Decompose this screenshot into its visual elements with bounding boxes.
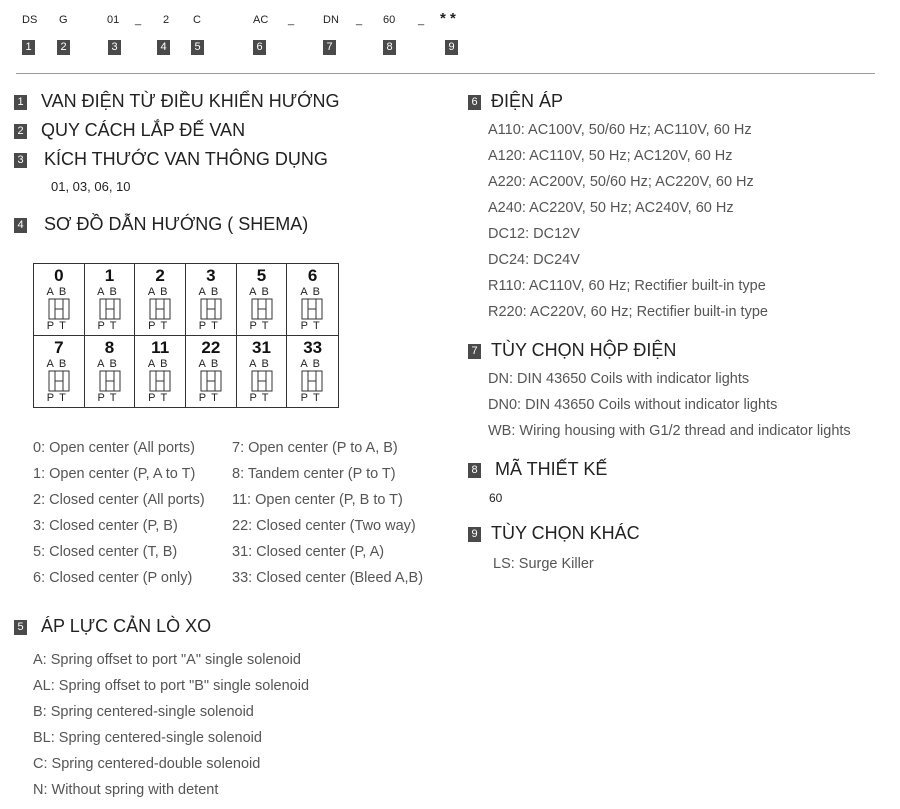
list-item: 2: Closed center (All ports) xyxy=(33,492,205,508)
valve-symbol-icon xyxy=(200,298,222,320)
list-item: AL: Spring offset to port "B" single solenoid xyxy=(33,678,310,694)
code-part: 2 xyxy=(163,14,170,26)
port-labels-top: AB xyxy=(97,286,122,298)
section-title: TÙY CHỌN HỘP ĐIỆN xyxy=(491,340,677,360)
code-separator: _ xyxy=(418,14,425,26)
schema-number: 5 xyxy=(256,266,267,285)
index-badge: 9 xyxy=(445,40,458,55)
index-badge: 3 xyxy=(108,40,121,55)
section-title: KÍCH THƯỚC VAN THÔNG DỤNG xyxy=(44,149,328,169)
section-3-heading xyxy=(14,149,328,170)
schema-number: 2 xyxy=(155,266,165,285)
list-item: DN0: DIN 43650 Coils without indicator lights xyxy=(488,397,778,413)
port-labels-top: AB xyxy=(46,357,72,370)
valve-sizes: 01, 03, 06, 10 xyxy=(51,179,131,194)
valve-symbol-icon xyxy=(99,370,121,392)
schema-cell xyxy=(135,336,186,408)
list-item: R220: AC220V, 60 Hz; Rectifier built-in type xyxy=(488,304,768,320)
port-labels-top: AB xyxy=(147,357,173,370)
list-item: A: Spring offset to port "A" single solenoid xyxy=(33,652,301,668)
list-item: A120: AC110V, 50 Hz; AC120V, 60 Hz xyxy=(488,148,733,164)
section-6-heading xyxy=(468,91,563,112)
section-number: 1 xyxy=(14,95,27,110)
list-item: 22: Closed center (Two way) xyxy=(232,518,416,534)
valve-symbol-icon xyxy=(48,298,70,320)
port-labels-top: AB xyxy=(249,357,274,370)
index-badge: 8 xyxy=(383,40,396,55)
port-labels-top: AB xyxy=(97,357,122,370)
schema-cell xyxy=(34,336,85,408)
list-item: A240: AC220V, 50 Hz; AC240V, 60 Hz xyxy=(488,200,734,216)
section-number: 3 xyxy=(14,153,27,168)
port-labels-bottom: PT xyxy=(148,320,173,332)
section-8-heading xyxy=(468,459,607,480)
port-labels-bottom: PT xyxy=(46,320,71,332)
section-title: TÙY CHỌN KHÁC xyxy=(491,523,640,543)
list-item: DC24: DC24V xyxy=(488,252,580,268)
list-item: 3: Closed center (P, B) xyxy=(33,518,178,534)
section-7-heading xyxy=(468,340,676,361)
schema-number: 3 xyxy=(206,266,216,285)
schema-number: 7 xyxy=(54,337,64,357)
schema-cell xyxy=(287,336,338,408)
schema-list-right xyxy=(232,435,423,591)
code-part: AC xyxy=(253,14,269,26)
section-number: 6 xyxy=(468,95,481,110)
section-title: SƠ ĐỒ DẪN HƯỚNG ( SHEMA) xyxy=(44,214,309,234)
valve-symbol-icon xyxy=(99,298,121,320)
section-2-heading xyxy=(14,120,245,141)
code-part: * * xyxy=(440,10,456,27)
list-item: BL: Spring centered-single solenoid xyxy=(33,730,262,746)
schema-number: 1 xyxy=(104,266,115,285)
port-labels-bottom: PT xyxy=(198,320,223,332)
list-item: DC12: DC12V xyxy=(488,226,580,242)
list-item: R110: AC110V, 60 Hz; Rectifier built-in type xyxy=(488,278,766,294)
schema-cell xyxy=(237,264,288,336)
list-item: 5: Closed center (T, B) xyxy=(33,544,178,560)
port-labels-bottom: PT xyxy=(249,391,274,404)
section-number: 8 xyxy=(468,463,481,478)
valve-symbol-icon xyxy=(301,370,323,392)
port-labels-top: AB xyxy=(300,286,325,298)
section-number: 2 xyxy=(14,124,27,139)
other-options-list xyxy=(493,551,594,577)
design-code: 60 xyxy=(489,491,503,505)
port-labels-bottom: PT xyxy=(249,320,274,332)
list-item: A220: AC200V, 50/60 Hz; AC220V, 60 Hz xyxy=(488,174,754,190)
list-item: 0: Open center (All ports) xyxy=(33,440,195,456)
list-item: A110: AC100V, 50/60 Hz; AC110V, 60 Hz xyxy=(488,122,752,138)
index-badge: 6 xyxy=(253,40,266,55)
section-title: VAN ĐIỆN TỪ ĐIỀU KHIỂN HƯỚNG xyxy=(41,91,340,111)
list-item: 33: Closed center (Bleed A,B) xyxy=(232,570,424,586)
valve-symbol-icon xyxy=(251,370,273,392)
schema-cell xyxy=(34,264,85,336)
section-number: 5 xyxy=(14,620,27,635)
list-item: 31: Closed center (P, A) xyxy=(232,544,385,560)
valve-symbol-icon xyxy=(251,298,273,320)
list-item: WB: Wiring housing with G1/2 thread and indicator lights xyxy=(488,423,851,439)
schema-number: 8 xyxy=(104,337,115,357)
section-5-heading xyxy=(14,616,211,637)
list-item: B: Spring centered-single solenoid xyxy=(33,704,254,720)
schema-list-left xyxy=(33,435,205,591)
spring-list xyxy=(33,647,309,803)
port-labels-top: AB xyxy=(198,286,224,298)
section-title: ĐIỆN ÁP xyxy=(491,91,564,111)
section-number: 7 xyxy=(468,344,481,359)
list-item: N: Without spring with detent xyxy=(33,782,219,798)
list-item: C: Spring centered-double solenoid xyxy=(33,756,261,772)
code-part: DN xyxy=(323,14,339,26)
code-separator: _ xyxy=(356,14,363,26)
schema-cell xyxy=(186,264,237,336)
list-item: 8: Tandem center (P to T) xyxy=(232,466,396,482)
port-labels-bottom: PT xyxy=(300,320,325,332)
schema-number: 22 xyxy=(201,337,221,357)
port-labels-bottom: PT xyxy=(148,391,173,404)
code-part: C xyxy=(193,14,201,26)
schema-cell xyxy=(135,264,186,336)
code-part: 60 xyxy=(383,14,396,26)
schema-number: 33 xyxy=(303,337,323,357)
schema-number: 11 xyxy=(151,337,170,357)
port-labels-top: AB xyxy=(147,286,173,298)
list-item: 1: Open center (P, A to T) xyxy=(33,466,196,482)
coil-list xyxy=(488,366,851,444)
port-labels-top: AB xyxy=(46,286,72,298)
port-labels-bottom: PT xyxy=(300,391,325,404)
schema-number: 0 xyxy=(54,266,64,285)
schema-cell xyxy=(186,336,237,408)
voltage-list xyxy=(488,117,768,325)
index-badge: 7 xyxy=(323,40,336,55)
schema-cell xyxy=(85,336,136,408)
list-item: DN: DIN 43650 Coils with indicator lights xyxy=(488,371,750,387)
valve-symbol-icon xyxy=(301,298,323,320)
valve-symbol-icon xyxy=(200,370,222,392)
section-number: 4 xyxy=(14,218,27,233)
valve-symbol-icon xyxy=(149,370,171,392)
schema-cell xyxy=(287,264,338,336)
index-badge: 1 xyxy=(22,40,35,55)
list-item: 6: Closed center (P only) xyxy=(33,570,193,586)
valve-symbol-icon xyxy=(48,370,70,392)
schema-cell xyxy=(85,264,136,336)
section-title: ÁP LỰC CẢN LÒ XO xyxy=(41,616,212,636)
port-labels-top: AB xyxy=(249,286,274,298)
valve-symbol-icon xyxy=(149,298,171,320)
code-separator: _ xyxy=(135,14,142,26)
code-part: DS xyxy=(22,14,38,26)
schema-grid xyxy=(33,263,339,408)
port-labels-top: AB xyxy=(300,357,325,370)
divider xyxy=(16,73,875,74)
schema-number: 6 xyxy=(307,266,318,285)
code-separator: _ xyxy=(288,14,295,26)
code-part: G xyxy=(59,14,68,26)
code-part: 01 xyxy=(107,14,120,26)
port-labels-top: AB xyxy=(198,357,224,370)
section-9-heading xyxy=(468,523,640,544)
list-item: 7: Open center (P to A, B) xyxy=(232,440,398,456)
index-badge: 5 xyxy=(191,40,204,55)
section-1-heading xyxy=(14,91,340,112)
port-labels-bottom: PT xyxy=(97,391,122,404)
schema-cell xyxy=(237,336,288,408)
index-badge: 2 xyxy=(57,40,70,55)
section-title: MÃ THIẾT KẾ xyxy=(495,459,608,479)
section-title: QUY CÁCH LẮP ĐẾ VAN xyxy=(41,120,246,140)
index-badge: 4 xyxy=(157,40,170,55)
port-labels-bottom: PT xyxy=(46,391,71,404)
list-item: LS: Surge Killer xyxy=(493,556,594,572)
section-4-heading xyxy=(14,214,308,235)
port-labels-bottom: PT xyxy=(97,320,122,332)
schema-number: 31 xyxy=(252,337,271,357)
port-labels-bottom: PT xyxy=(198,391,223,404)
list-item: 11: Open center (P, B to T) xyxy=(232,492,403,508)
section-number: 9 xyxy=(468,527,481,542)
